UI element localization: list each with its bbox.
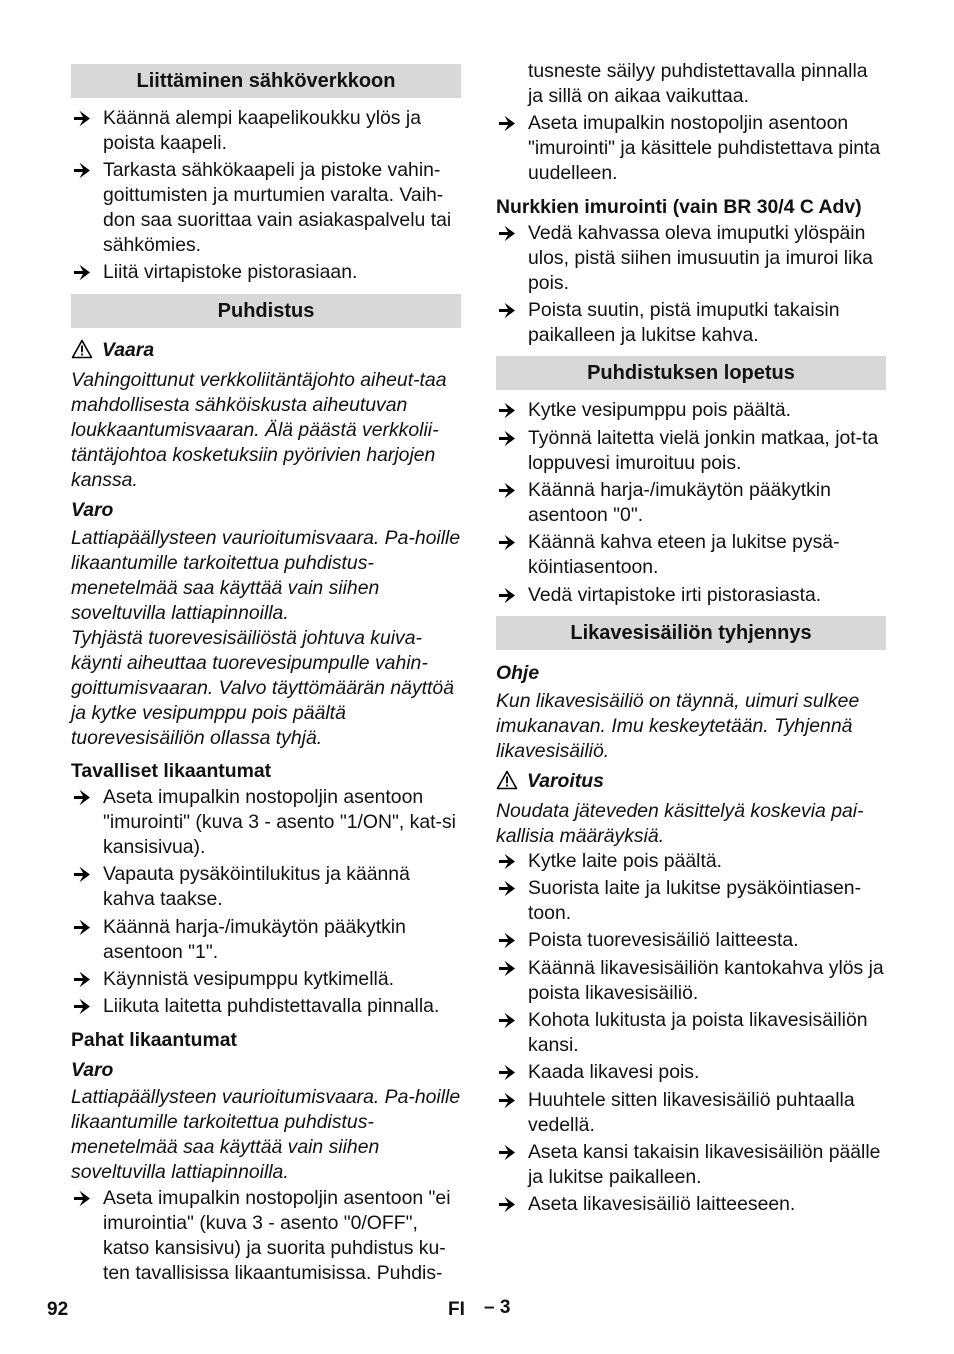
arrow-right-icon <box>72 106 94 131</box>
list-item: Poista suutin, pistä imuputki takaisin paikalleen ja lukitse kahva. <box>496 298 886 348</box>
arrow-right-icon <box>497 111 519 136</box>
section-heading-end-cleaning: Puhdistuksen lopetus <box>496 356 886 390</box>
subheading-corner-vacuuming: Nurkkien imurointi (vain BR 30/4 C Adv) <box>496 196 862 218</box>
arrow-right-icon <box>497 1008 519 1033</box>
subheading-heavy-dirt: Pahat likaantumat <box>71 1029 237 1051</box>
page-number: 92 <box>47 1299 69 1320</box>
arrow-right-icon <box>497 530 519 555</box>
arrow-right-icon <box>497 1140 519 1165</box>
list-item: Suorista laite ja lukitse pysäköintiasen-toon. <box>496 876 886 926</box>
caution-label: Varo <box>71 1059 114 1081</box>
list-item: Huuhtele sitten likavesisäiliö puhtaalla vedellä. <box>496 1088 886 1138</box>
list-item: Kytke vesipumppu pois päältä. <box>496 398 886 423</box>
danger-label: Vaara <box>71 338 461 363</box>
list-item: Vapauta pysäköintilukitus ja käännä kahva taakse. <box>71 862 461 912</box>
arrow-right-icon <box>497 928 519 953</box>
caution-label: Varo <box>71 499 114 521</box>
section-heading-cleaning: Puhdistus <box>71 294 461 328</box>
arrow-right-icon <box>72 785 94 810</box>
list-item: Aseta likavesisäiliö laitteeseen. <box>496 1192 886 1217</box>
list-item: Työnnä laitetta vielä jonkin matkaa, jot-ta loppuvesi imuroituu pois. <box>496 426 886 476</box>
arrow-right-icon <box>497 398 519 423</box>
list-item: Käännä likavesisäiliön kantokahva ylös ja poista likavesisäiliö. <box>496 956 886 1006</box>
list-item: Aseta kansi takaisin likavesisäiliön päälle ja lukitse paikalleen. <box>496 1140 886 1190</box>
caution-text: Lattiapäällysteen vaurioitumisvaara. Pa-hoille likaantumille tarkoitettua puhdistus-menetelmää saa käyttää vain siihen soveltuvilla lattiapinnoilla. <box>71 527 461 625</box>
arrow-right-icon <box>497 1088 519 1113</box>
arrow-right-icon <box>72 1186 94 1211</box>
subheading-normal-dirt: Tavalliset likaantumat <box>71 760 272 782</box>
continued-text: tusneste säilyy puhdistettavalla pinnalla ja sillä on aikaa vaikuttaa. <box>528 60 868 108</box>
arrow-right-icon <box>72 994 94 1019</box>
warning-text: Noudata jäteveden käsittelyä koskevia pai-kallisia määräyksiä. <box>496 800 864 848</box>
arrow-right-icon <box>497 1192 519 1217</box>
arrow-right-icon <box>497 426 519 451</box>
caution-text: Tyhjästä tuorevesisäiliöstä johtuva kuiva-käynti aiheuttaa tuorevesipumpulle vahin-goittumisvaaran. Valvo täyttömäärän näyttöä ja kytke vesipumppu pois päältä tuorevesisäiliön ollassa tyhjä. <box>71 627 454 750</box>
warning-triangle-icon <box>71 339 93 359</box>
arrow-right-icon <box>497 876 519 901</box>
list-item: Käännä harja-/imukäytön pääkytkin asentoon "0". <box>496 478 886 528</box>
arrow-right-icon <box>497 583 519 608</box>
list-item: Käännä alempi kaapelikoukku ylös ja poista kaapeli. <box>71 106 461 156</box>
arrow-right-icon <box>497 849 519 874</box>
list-item: Käynnistä vesipumppu kytkimellä. <box>71 967 461 992</box>
arrow-right-icon <box>72 862 94 887</box>
note-label: Ohje <box>496 662 540 684</box>
danger-text: Vahingoittunut verkkoliitäntäjohto aiheut-taa mahdollisesta sähköiskusta aiheutuvan loukkaantumisvaaran. Älä päästä verkkolii-täntäjohtoa kosketuksiin pyörivien harjojen kanssa. <box>71 369 447 492</box>
list-item: Käännä harja-/imukäytön pääkytkin asentoon "1". <box>71 915 461 965</box>
list-item: Aseta imupalkin nostopoljin asentoon "ei imurointia" (kuva 3 - asento "0/OFF", katso kansisivu) ja suorita puhdistus ku-ten tavallisissa likaantumisissa. Puhdis- <box>71 1186 461 1286</box>
list-item: Kytke laite pois päältä. <box>496 849 886 874</box>
list-item: Kohota lukitusta ja poista likavesisäiliön kansi. <box>496 1008 886 1058</box>
arrow-right-icon <box>72 915 94 940</box>
language-code: FI <box>448 1299 465 1320</box>
arrow-right-icon <box>497 478 519 503</box>
section-heading-drain-tank: Likavesisäiliön tyhjennys <box>496 616 886 650</box>
list-item: Liitä virtapistoke pistorasiaan. <box>71 260 461 285</box>
list-item: Käännä kahva eteen ja lukitse pysä-köintiasentoon. <box>496 530 886 580</box>
arrow-right-icon <box>497 1060 519 1085</box>
arrow-right-icon <box>497 956 519 981</box>
section-heading-connect: Liittäminen sähköverkkoon <box>71 64 461 98</box>
list-item: Aseta imupalkin nostopoljin asentoon "imurointi" (kuva 3 - asento "1/ON", kat-si kansisivua). <box>71 785 461 860</box>
note-text: Kun likavesisäiliö on täynnä, uimuri sulkee imukanavan. Imu keskeytetään. Tyhjennä likavesisäiliö. <box>496 690 860 763</box>
list-item: Vedä kahvassa oleva imuputki ylöspäin ulos, pistä siihen imusuutin ja imuroi lika pois. <box>496 221 886 296</box>
caution-text: Lattiapäällysteen vaurioitumisvaara. Pa-hoille likaantumille tarkoitettua puhdistus-menetelmää saa käyttää vain siihen soveltuvilla lattiapinnoilla. <box>71 1086 461 1184</box>
arrow-right-icon <box>72 967 94 992</box>
list-item: Kaada likavesi pois. <box>496 1060 886 1085</box>
list-item: Liikuta laitetta puhdistettavalla pinnalla. <box>71 994 461 1019</box>
list-item: Tarkasta sähkökaapeli ja pistoke vahin-goittumisten ja murtumien varalta. Vaih-don saa suorittaa vain asiakaspalvelu tai sähkömies. <box>71 158 461 258</box>
warning-triangle-icon <box>496 770 518 790</box>
list-item: Aseta imupalkin nostopoljin asentoon "imurointi" ja käsittele puhdistettava pinta uudelleen. <box>496 111 886 186</box>
arrow-right-icon <box>72 158 94 183</box>
arrow-right-icon <box>497 298 519 323</box>
warning-label: Varoitus <box>496 769 886 794</box>
arrow-right-icon <box>72 260 94 285</box>
arrow-right-icon <box>497 221 519 246</box>
list-item: Vedä virtapistoke irti pistorasiasta. <box>496 583 886 608</box>
list-item: Poista tuorevesisäiliö laitteesta. <box>496 928 886 953</box>
section-page-number: – 3 <box>484 1297 511 1318</box>
